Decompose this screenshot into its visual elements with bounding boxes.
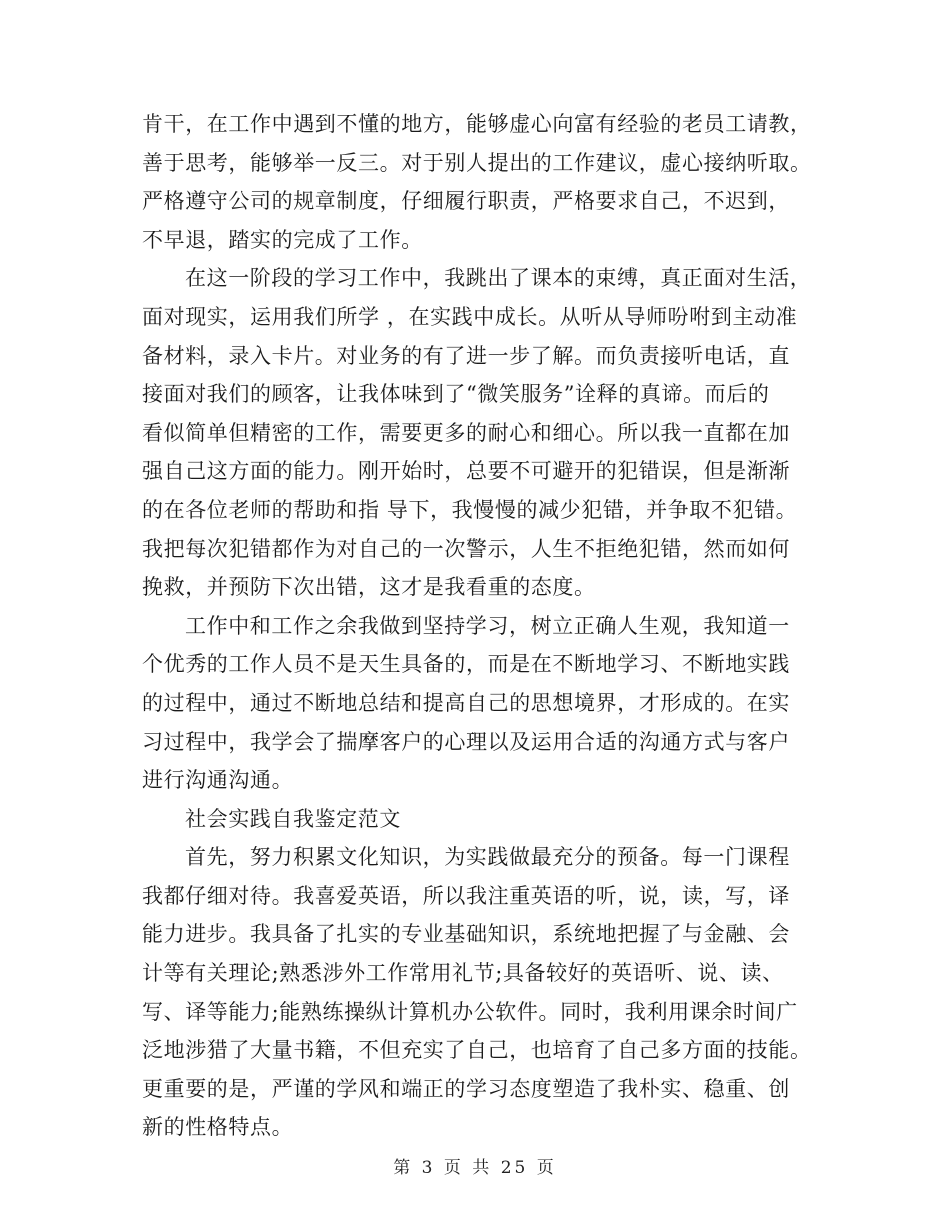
text-line: 能力进步。我具备了扎实的专业基础知识，系统地把握了与金融、会 [142, 922, 790, 947]
text-line: 严格遵守公司的规章制度，仔细履行职责，严格要求自己，不迟到， [142, 189, 790, 214]
text-line: 进行沟通沟通。 [142, 768, 294, 793]
text-line: 计等有关理论;熟悉涉外工作常用礼节;具备较好的英语听、说、读、 [142, 961, 784, 986]
text-line: 挽救，并预防下次出错，这才是我看重的态度。 [142, 575, 596, 600]
text-line: 更重要的是，严谨的学风和端正的学习态度塑造了我朴实、稳重、创 [142, 1076, 790, 1101]
text-line: 我都仔细对待。我喜爱英语，所以我注重英语的听，说，读，写，译 [142, 883, 790, 908]
text-line: 泛地涉猎了大量书籍，不但充实了自己，也培育了自己多方面的技能。 [142, 1038, 812, 1063]
text-line: 的在各位老师的帮助和指 导下，我慢慢的减少犯错，并争取不犯错。 [142, 497, 798, 522]
page-number-footer: 第 3 页 共 25 页 [393, 1158, 557, 1178]
paragraph-start-line: 工作中和工作之余我做到坚持学习，树立正确人生观，我知道一 [185, 613, 790, 638]
text-line: 接面对我们的顾客，让我体味到了“微笑服务”诠释的真谛。而后的 [142, 382, 770, 407]
paragraph-start-line: 首先，努力积累文化知识，为实践做最充分的预备。每一门课程 [185, 845, 790, 870]
text-line: 看似简单但精密的工作，需要更多的耐心和细心。所以我一直都在加 [142, 420, 790, 445]
text-line: 不早退，踏实的完成了工作。 [142, 227, 423, 252]
text-line: 写、译等能力;能熟练操纵计算机办公软件。同时，我利用课余时间广 [142, 999, 798, 1024]
text-line: 面对现实，运用我们所学 ，在实践中成长。从听从导师吩咐到主动准 [142, 304, 798, 329]
text-line: 我把每次犯错都作为对自己的一次警示，人生不拒绝犯错，然而如何 [142, 536, 790, 561]
text-line: 的过程中，通过不断地总结和提高自己的思想境界，才形成的。在实 [142, 690, 790, 715]
text-line: 个优秀的工作人员不是天生具备的，而是在不断地学习、不断地实践 [142, 652, 790, 677]
text-line: 肯干，在工作中遇到不懂的地方，能够虚心向富有经验的老员工请教， [142, 112, 812, 136]
text-line: 善于思考，能够举一反三。对于别人提出的工作建议，虚心接纳听取。 [142, 150, 812, 175]
paragraph-start-line: 在这一阶段的学习工作中，我跳出了课本的束缚，真正面对生活， [185, 266, 812, 291]
document-body [142, 105, 822, 1147]
section-heading: 社会实践自我鉴定范文 [185, 806, 401, 831]
text-line: 备材料，录入卡片。对业务的有了进一步了解。而负责接听电话，直 [142, 343, 790, 368]
text-line: 习过程中，我学会了揣摩客户的心理以及运用合适的沟通方式与客户 [142, 729, 790, 754]
text-line: 强自己这方面的能力。刚开始时，总要不可避开的犯错误，但是渐渐 [142, 459, 790, 484]
text-line: 新的性格特点。 [142, 1115, 294, 1140]
